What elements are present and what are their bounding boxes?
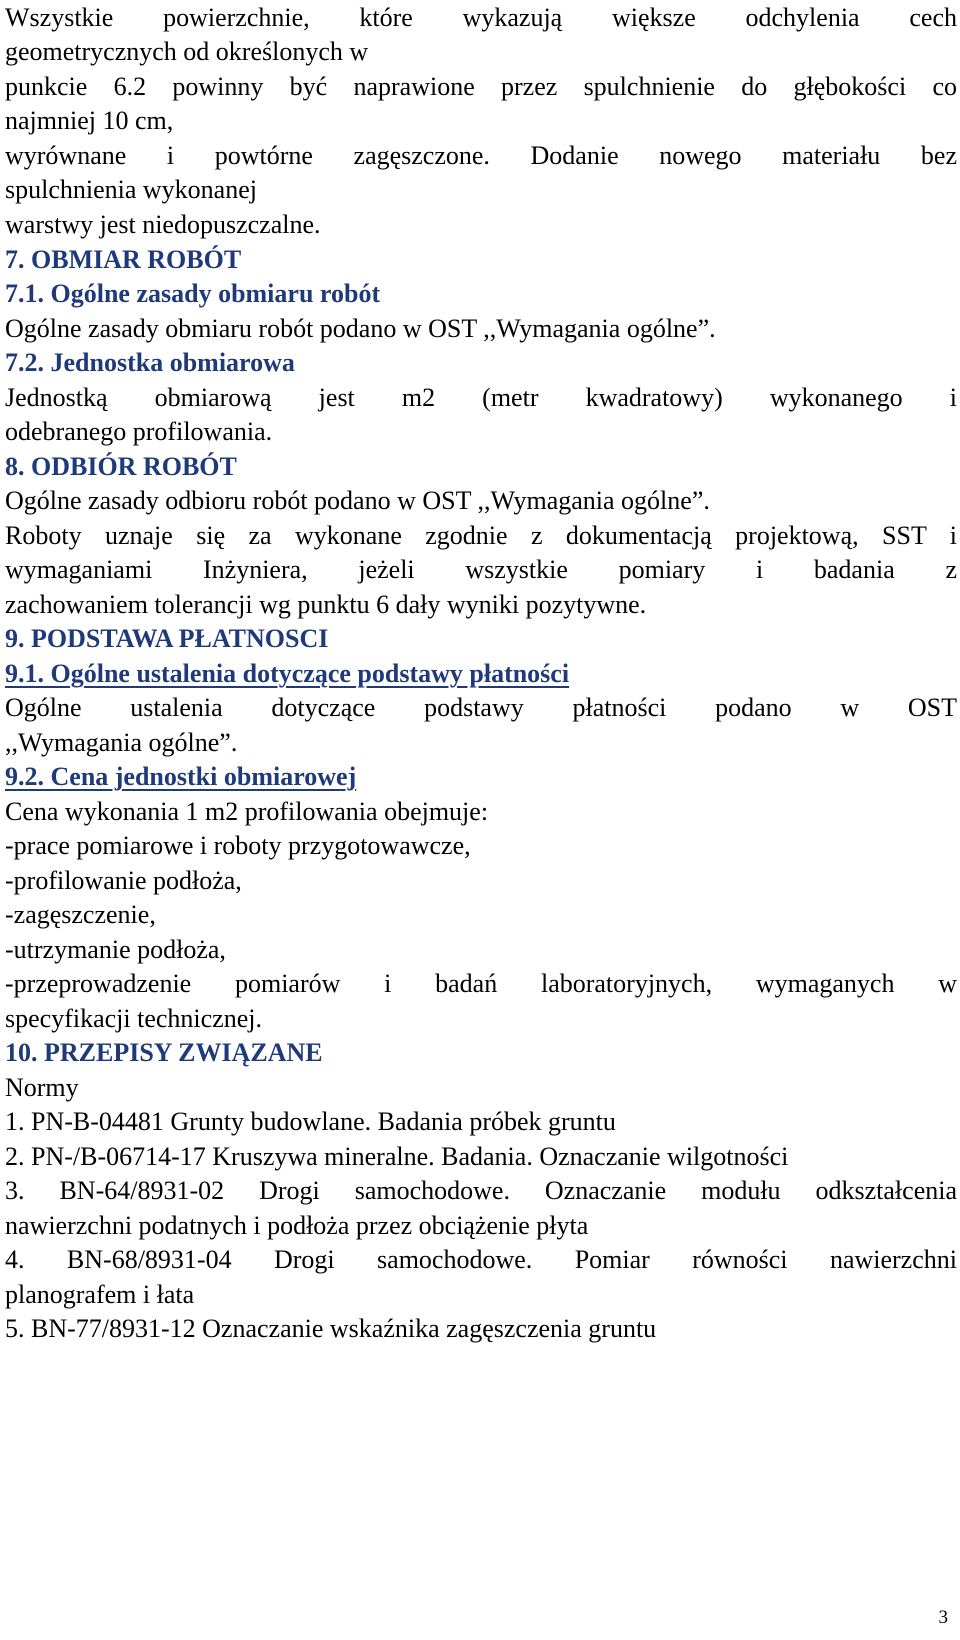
paragraph-line: punkcie 6.2 powinny być naprawione przez spulchnienie do głębokości co xyxy=(5,72,957,101)
page-number: 3 xyxy=(938,1607,948,1628)
section-heading: 10. PRZEPISY ZWIĄZANE xyxy=(5,1038,323,1067)
paragraph-line: Ogólne ustalenia dotyczące podstawy płatności podano w OST xyxy=(5,693,957,722)
paragraph-line: Wszystkie powierzchnie, które wykazują większe odchylenia cech xyxy=(5,3,957,32)
subsection-heading: 9.1. Ogólne ustalenia dotyczące podstawy płatności xyxy=(5,659,570,688)
list-item: specyfikacji technicznej. xyxy=(5,1004,262,1033)
subsection-heading: 9.2. Cena jednostki obmiarowej xyxy=(5,762,357,791)
paragraph-line: Jednostką obmiarową jest m2 (metr kwadratowy) wykonanego i xyxy=(5,383,957,412)
list-item: planografem i łata xyxy=(5,1280,195,1309)
paragraph-line: ,,Wymagania ogólne”. xyxy=(5,728,238,757)
list-item: 4. BN-68/8931-04 Drogi samochodowe. Pomiar równości nawierzchni xyxy=(5,1245,957,1274)
subsection-label: Normy xyxy=(5,1073,79,1102)
paragraph-line: wymaganiami Inżyniera, jeżeli wszystkie pomiary i badania z xyxy=(5,555,957,584)
paragraph-line: spulchnienia wykonanej xyxy=(5,175,257,204)
list-item: -przeprowadzenie pomiarów i badań laboratoryjnych, wymaganych w xyxy=(5,969,957,998)
paragraph-line: Ogólne zasady obmiaru robót podano w OST ,,Wymagania ogólne”. xyxy=(5,314,716,343)
paragraph-line: warstwy jest niedopuszczalne. xyxy=(5,210,321,239)
paragraph-line: zachowaniem tolerancji wg punktu 6 dały wyniki pozytywne. xyxy=(5,590,647,619)
paragraph-line: wyrównane i powtórne zagęszczone. Dodanie nowego materiału bez xyxy=(5,141,957,170)
list-item: -profilowanie podłoża, xyxy=(5,866,242,895)
subsection-heading: 7.2. Jednostka obmiarowa xyxy=(5,348,295,377)
list-item: nawierzchni podatnych i podłoża przez obciążenie płyta xyxy=(5,1211,589,1240)
list-item: -zagęszczenie, xyxy=(5,900,156,929)
list-item: 1. PN-B-04481 Grunty budowlane. Badania próbek gruntu xyxy=(5,1107,616,1136)
paragraph-line: Ogólne zasady odbioru robót podano w OST ,,Wymagania ogólne”. xyxy=(5,486,710,515)
paragraph-line: geometrycznych od określonych w xyxy=(5,37,369,66)
paragraph-line: Roboty uznaje się za wykonane zgodnie z dokumentacją projektową, SST i xyxy=(5,521,957,550)
section-heading: 9. PODSTAWA PŁATNOSCI xyxy=(5,624,329,653)
list-item: -utrzymanie podłoża, xyxy=(5,935,226,964)
subsection-heading: 7.1. Ogólne zasady obmiaru robót xyxy=(5,279,381,308)
paragraph-line: najmniej 10 cm, xyxy=(5,106,174,135)
list-item: 2. PN-/B-06714-17 Kruszywa mineralne. Badania. Oznaczanie wilgotności xyxy=(5,1142,789,1171)
paragraph-line: Cena wykonania 1 m2 profilowania obejmuje: xyxy=(5,797,489,826)
paragraph-line: odebranego profilowania. xyxy=(5,417,273,446)
list-item: -prace pomiarowe i roboty przygotowawcze, xyxy=(5,831,471,860)
section-heading: 7. OBMIAR ROBÓT xyxy=(5,245,242,274)
list-item: 5. BN-77/8931-12 Oznaczanie wskaźnika zagęszczenia gruntu xyxy=(5,1314,657,1343)
list-item: 3. BN-64/8931-02 Drogi samochodowe. Oznaczanie modułu odkształcenia xyxy=(5,1176,957,1205)
section-heading: 8. ODBIÓR ROBÓT xyxy=(5,452,237,481)
